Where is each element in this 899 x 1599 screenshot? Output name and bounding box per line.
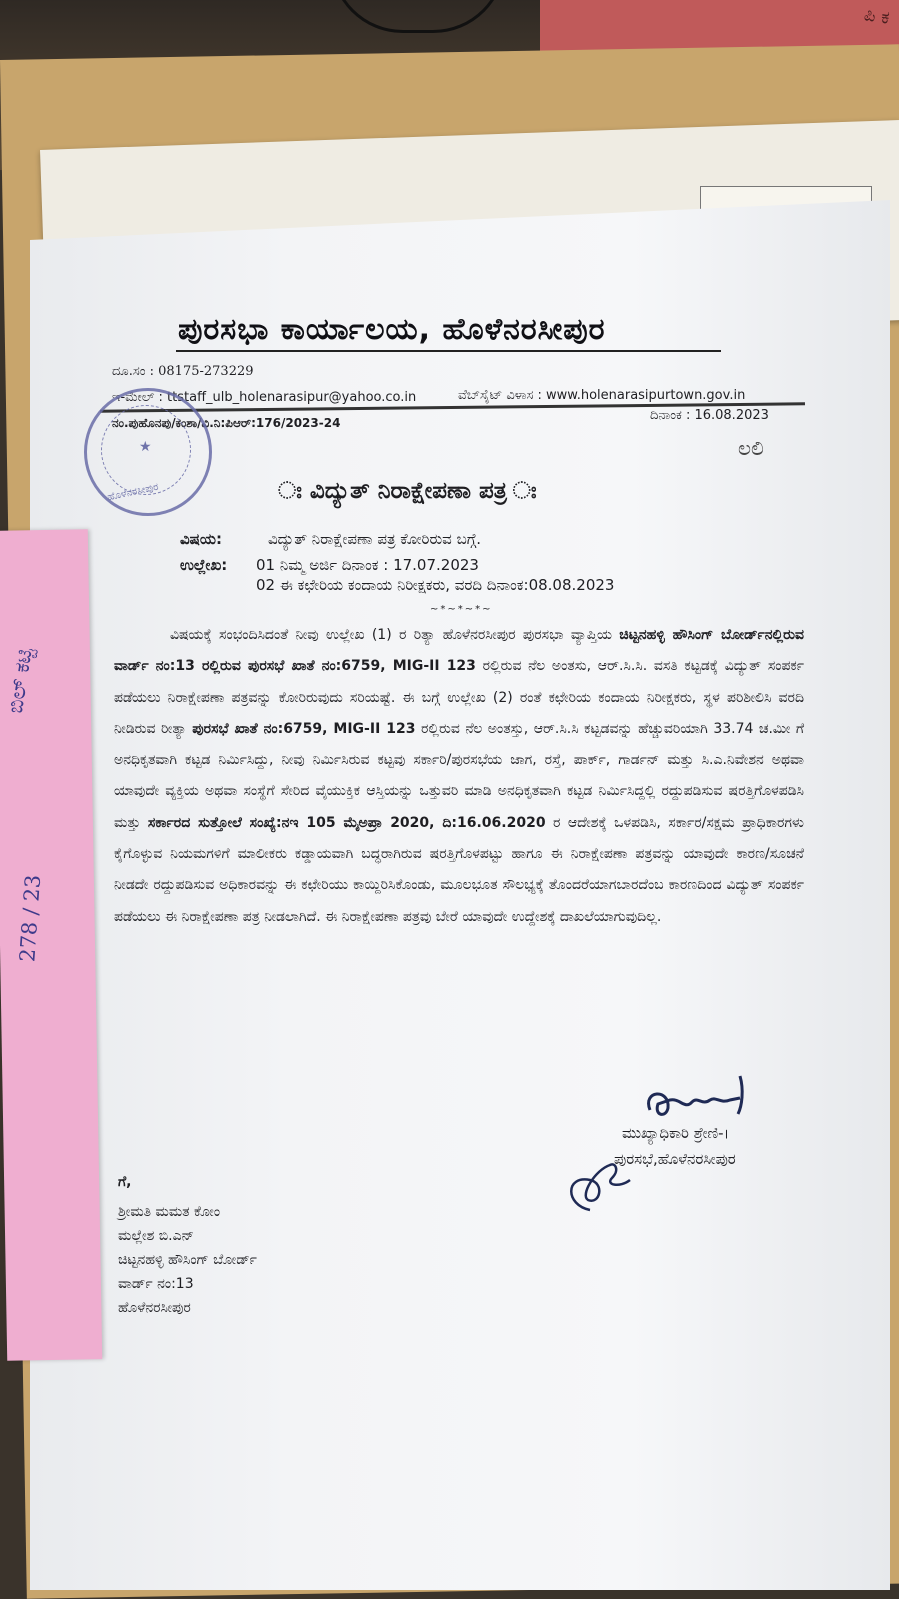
body-bold-3: ಸರ್ಕಾರದ ಸುತ್ತೋಲೆ ಸಂಖ್ಯೆ:ನಇ 105 ಮೈಅಪ್ರಾ 2020, ದಿ:16.06.2020 (147, 814, 546, 831)
body-bold-1: ಚಿಟ್ಟನಹಳ್ಳಿ ಹೌಸಿಂಗ್ ಬೋರ್ಡ್‌ನಲ್ಲಿರುವ ವಾರ್ಡ್ ನಂ:13 ರಲ್ಲಿರುವ ಪುರಸಭೆ ಖಾತೆ ನಂ:6759, MIG-II 123 (114, 627, 804, 675)
seal-text: ಹೊಳೆನರಸೀಪುರ (106, 481, 160, 504)
officer-designation: ಮುಖ್ಯಾಧಿಕಾರಿ ಶ್ರೇಣಿ-। (622, 1124, 730, 1142)
body-bold-2: ಪುರಸಭೆ ಖಾತೆ ನಂ:6759, MIG-II 123 (192, 720, 416, 737)
office-title: ಪುರಸಭಾ ಕಾರ್ಯಾಲಯ, ಹೊಳೆನರಸೀಪುರ (178, 312, 606, 347)
title-underline (176, 350, 721, 352)
handwritten-initials: ಲಲಿ (738, 436, 764, 460)
recipient-address (118, 1200, 257, 1320)
officer-office: ಪುರಸಭೆ,ಹೊಳೆನರಸೀಪುರ (614, 1150, 736, 1168)
recipient-line-2: ಮಲ್ಲೇಶ ಬಿ.ಎನ್ (118, 1228, 194, 1244)
officer-signature (640, 1070, 760, 1130)
body-part-1: ವಿಷಯಕ್ಕೆ ಸಂಭಂದಿಸಿದಂತೆ ನೀವು ಉಲ್ಲೇಖ (1) ರ ರಿತ್ಯಾ ಹೊಳೆನರಸೀಪುರ ಪುರಸಭಾ ವ್ಯಾಪ್ತಿಯ (170, 627, 620, 643)
recipient-line-5: ಹೊಳೆನರಸೀಪುರ (118, 1300, 191, 1316)
subject-text: ವಿದ್ಯುತ್ ನಿರಾಕ್ಷೇಪಣಾ ಪತ್ರ ಕೋರಿರುವ ಬಗ್ಗೆ. (268, 530, 482, 548)
pink-slip-number: 278 / 23 (15, 873, 46, 963)
section-divider: ~*~*~*~ (430, 604, 493, 615)
email-address: ಇ-ಮೇಲ್ : ttstaff_ulb_holenarasipur@yahoo.co.in (112, 390, 417, 405)
letter-body (114, 620, 804, 933)
subject-label: ವಿಷಯ: (180, 530, 222, 548)
reference-1: 01 ನಿಮ್ಮ ಅರ್ಜಿ ದಿನಾಂಕ : 17.07.2023 (256, 556, 479, 574)
seal-star-icon: ★ (139, 439, 152, 455)
recipient-line-4: ವಾರ್ಡ್ ನಂ:13 (118, 1276, 194, 1292)
body-part-2: ರಲ್ಲಿರುವ ನೆಲ ಅಂತಸು, ಆರ್.ಸಿ.ಸಿ. ವಸತಿ ಕಟ್ಟಡಕ್ಕೆ ವಿದ್ಯುತ್ ಸಂಪರ್ಕ ಪಡೆಯಲು ನಿರಾಕ್ಷೇಪಣಾ ಪತ್ರವನ್ನು ಕೋರಿರುವುದು ಸರಿಯಷ್ಟೆ. ಈ ಬಗ್ಗೆ ಉಲ್ಲೇಖ (2) ರಂತೆ ಕಛೇರಿಯ ಕಂದಾಯ ನಿರೀಕ್ಷಕರು, ಸ್ಥಳ ಪರಿಶೀಲಿಸಿ ವರದಿ ನೀಡಿರುವ ರೀತ್ಯಾ (114, 658, 804, 737)
office-seal (84, 388, 212, 516)
recipient-line-1: ಶ್ರೀಮತಿ ಮಮತ ಕೋಂ (118, 1204, 221, 1220)
body-part-4: ರ ಆದೇಶಕ್ಕೆ ಒಳಪಡಿಸಿ, ಸರ್ಕಾರ/ಸಕ್ಷಮ ಪ್ರಾಧಿಕಾರಗಳು ಕೈಗೊಳ್ಳುವ ನಿಯಮಗಳಿಗೆ ಮಾಲೀಕರು ಕಡ್ಡಾಯವಾಗಿ ಬದ್ಧರಾಗಿರುವ ಷರತ್ತಿಗೊಳಪಟ್ಟು ಹಾಗೂ ಈ ನಿರಾಕ್ಷೇಪಣಾ ಪತ್ರವನ್ನು ಯಾವುದೇ ಕಾರಣ/ಸೂಚನೆ ನೀಡದೇ ರದ್ದುಪಡಿಸುವ ಅಧಿಕಾರವನ್ನು ಈ ಕಛೇರಿಯು ಕಾಯ್ದಿರಿಸಿಕೊಂಡು, ಮೂಲಭೂತ ಸೌಲಭ್ಯಕ್ಕೆ ತೊಂದರೆಯಾಗಬಾರದೆಂಬ ಕಾರಣದಿಂದ ವಿದ್ಯುತ್ ಸಂಪರ್ಕ ಪಡೆಯಲು ಈ ನಿರಾಕ್ಷೇಪಣಾ ಪತ್ರ ನೀಡಲಾಗಿದೆ. ಈ ನಿರಾಕ್ಷೇಪಣಾ ಪತ್ರವು ಬೇರೆ ಯಾವುದೇ ಉದ್ದೇಶಕ್ಕೆ ದಾಖಲೆಯಾಗುವುದಿಲ್ಲ. (114, 814, 804, 925)
phone-number: ದೂ.ಸಂ : 08175-273229 (112, 364, 254, 379)
reference-label: ಉಲ್ಲೇಖ: (180, 556, 228, 574)
letter-heading: ಃ ವಿದ್ಯುತ್ ನಿರಾಕ್ಷೇಪಣಾ ಪತ್ರ ಃ (278, 478, 537, 504)
secondary-signature (560, 1150, 640, 1220)
to-label: ಗೆ, (118, 1174, 132, 1190)
pink-slip-note: ಬಿಲ್ ಕಟ್ಟಿ (2, 646, 37, 716)
letter-date: ದಿನಾಂಕ : 16.08.2023 (650, 408, 769, 423)
red-card-text: ಪಿ ಕ (862, 4, 891, 29)
website-address: ವೆಬ್‌ಸೈಟ್ ವಿಳಾಸ : www.holenarasipurtown.gov.in (458, 388, 746, 403)
body-part-3: ರಲ್ಲಿರುವ ನೆಲ ಅಂತಸ್ತು, ಆರ್.ಸಿ.ಸಿ ಕಟ್ಟಡವನ್ನು ಹೆಚ್ಚುವರಿಯಾಗಿ 33.74 ಚ.ಮೀ ಗೆ ಅನಧಿಕೃತವಾಗಿ ಕಟ್ಟಡ ನಿರ್ಮಿಸಿದ್ದು, ನೀವು ನಿರ್ಮಿಸಿರುವ ಕಟ್ಟವು ಸರ್ಕಾರಿ/ಪುರಸಭೆಯ ಜಾಗ, ರಸ್ತೆ, ಪಾರ್ಕ್, ಗಾರ್ಡನ್ ಮತ್ತು ಸಿ.ಎ.ನಿವೇಶನ ಅಥವಾ ಯಾವುದೇ ವ್ಯಕ್ತಿಯ ಅಥವಾ ಸಂಸ್ಥೆಗೆ ಸೇರಿದ ವೈಯುಕ್ತಿಕ ಆಸ್ತಿಯನ್ನು ಒತ್ತುವರಿ ಮಾಡಿ ಅನಧಿಕೃತವಾಗಿ ಕಟ್ಟಡ ನಿರ್ಮಿಸಿದ್ದಲ್ಲಿ ರದ್ದುಪಡಿಸುವ ಷರತ್ತಿಗೊಳಪಡಿಸಿ ಮತ್ತು (114, 720, 805, 831)
recipient-line-3: ಚಿಟ್ಟನಹಳ್ಳಿ ಹೌಸಿಂಗ್ ಬೋರ್ಡ್ (118, 1252, 257, 1268)
reference-2: 02 ಈ ಕಛೇರಿಯ ಕಂದಾಯ ನಿರೀಕ್ಷಕರು, ವರದಿ ದಿನಾಂಕ:08.08.2023 (256, 576, 615, 594)
reference-number: ನಂ.ಪುಹೊನಪು/ಕಂಶಾ/ವಿ.ನಿ:ಪಿಆರ್:176/2023-24 (112, 416, 341, 430)
